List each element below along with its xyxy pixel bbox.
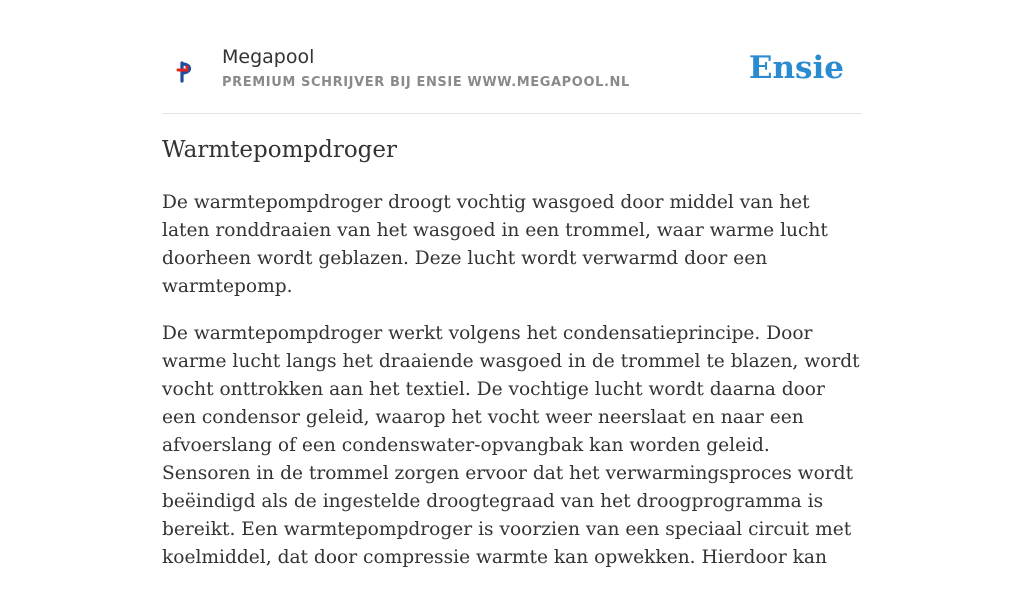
author-meta: PREMIUM SCHRIJVER BIJ ENSIE WWW.MEGAPOOL.NL xyxy=(222,75,630,90)
ensie-brand-logo[interactable]: Ensie xyxy=(748,50,844,86)
author-name[interactable]: Megapool xyxy=(222,46,315,68)
article-paragraph: De warmtepompdroger droogt vochtig wasgoed door middel van het laten ronddraaien van het wasgoed in een trommel, waar warme lucht doorheen wordt geblazen. Deze lucht wordt verwarmd door een warmtepomp. xyxy=(162,192,828,297)
article-title: Warmtepompdroger xyxy=(162,137,398,163)
author-header xyxy=(162,28,862,114)
megapool-logo-icon xyxy=(177,61,193,83)
article-body xyxy=(162,189,862,591)
article-paragraph: De warmtepompdroger werkt volgens het condensatieprincipe. Door warme lucht langs het draaiende wasgoed in de trommel te blazen, wordt vocht onttrokken aan het textiel. De vochtige lucht wordt daarna door een condensor geleid, waarop het vocht weer neerslaat en naar een afvoerslang of een condenswater-opvangbak kan worden geleid. Sensoren in de trommel zorgen ervoor dat het verwarmingsproces wordt beëindigd als de ingestelde droogtegraad van het droogprogramma is bereikt. Een warmtepompdroger is voorzien van een speciaal circuit met koelmiddel, dat door compressie warmte kan opwekken. Hierdoor kan xyxy=(162,323,860,568)
